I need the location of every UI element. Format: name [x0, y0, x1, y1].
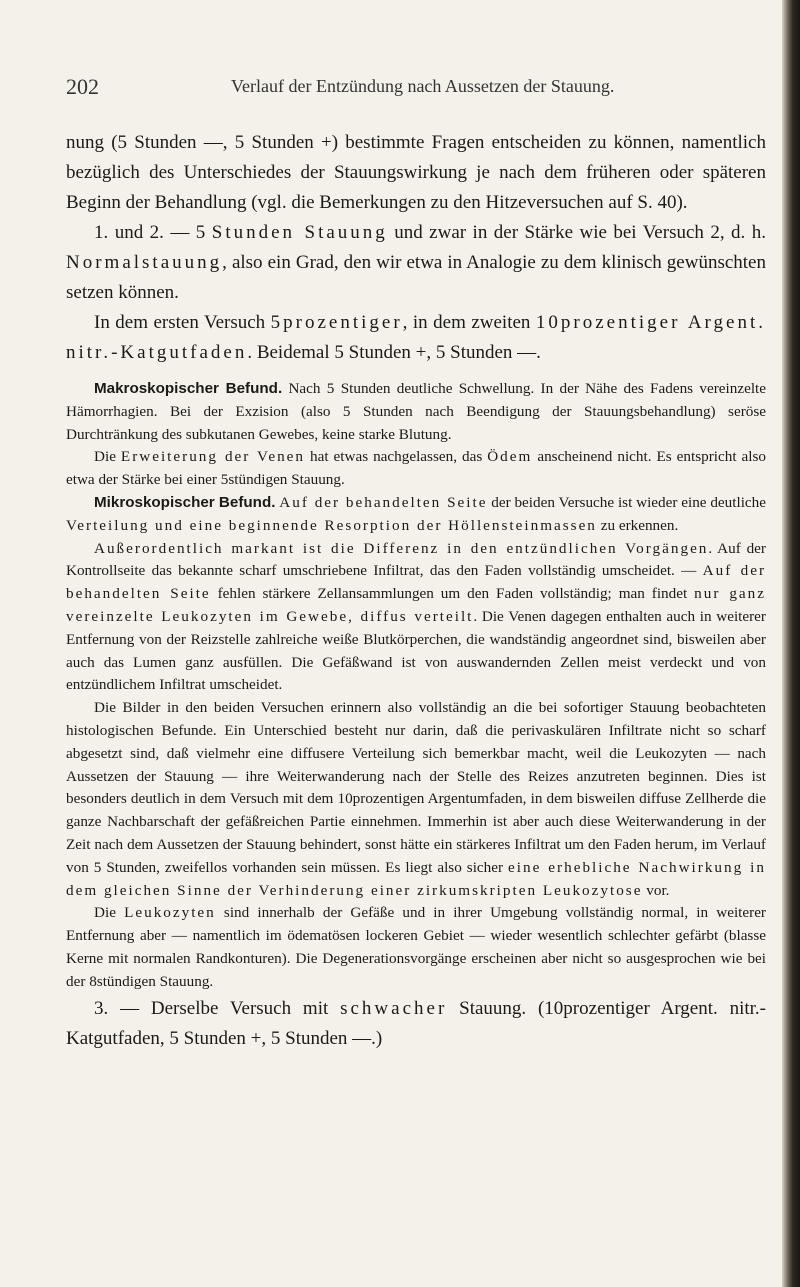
running-title: Verlauf der Entzündung nach Aussetzen der Stauung. [231, 76, 615, 96]
paragraph-experiment-1-2: 1. und 2. — 5 Stunden Stauung und zwar in der Stärke wie bei Versuch 2, d. h. Normalstauung, also ein Grad, den wir etwa in Analogie zu dem klinisch gewünschten setzen können. [66, 222, 767, 303]
paragraph-comparison: Die Bilder in den beiden Versuchen erinnern also vollständig an die bei sofortiger Stauung beobachteten histologischen Befunde. Ein Unterschied besteht nur darin, daß die perivaskulären Infiltrate nicht so scharf abgesetzt sind, daß vielmehr eine diffusere Verteilung sich bemerkbar macht, weil die Leukozyten — nach Aussetzen der Stauung — ihre Weiterwanderung nach der Stelle des Reizes anzutreten beginnen. Dies ist besonders deutlich in dem Versuch mit dem 10prozentigen Argentumfaden, in dem bisweilen diffuse Zellherde die ganze Nachbarschaft der gefäßreichen Partie einnehmen. Immerhin ist aber auch diese Weiterwanderung in der Zeit nach dem Aussetzen der Stauung behindert, sonst hätte ein stärkeres Infiltrat um den Faden herum, im Verlauf von 5 Stunden, zweifellos vorhanden sein müssen. Es liegt also sicher eine erhebliche Nachwirkung in dem gleichen Sinne der Verhinderung einer zirkumskripten Leukozytose vor. [66, 699, 766, 899]
spaced-emphasis: Außerordentlich markant ist die Differenz in den entzündlichen Vorgängen [94, 539, 709, 557]
spaced-emphasis: Leukozyten [124, 904, 216, 922]
spaced-emphasis: schwacher [340, 997, 448, 1019]
spaced-emphasis: Verteilung und eine beginnende Resorption der Höllensteinmassen [66, 516, 597, 534]
page-number: 202 [66, 74, 99, 99]
section-label-macroscopic: Makroskopischer Befund. [94, 380, 283, 397]
spaced-emphasis: Auf der behandelten Seite [279, 493, 488, 511]
paragraph-thread-concentration: In dem ersten Versuch 5prozentiger, in dem zweiten 10prozentiger Argent. nitr.-Katgutfaden. Beidemal 5 Stunden +, 5 Stunden —. [66, 312, 766, 363]
spaced-emphasis: Normalstauung [66, 252, 223, 273]
spaced-emphasis: eine erhebliche Nachwirkung in dem gleichen Sinne der Verhinderung einer zirkumskripten Leukozytose [66, 858, 766, 899]
paragraph-macroscopic-finding: Makroskopischer Befund. Nach 5 Stunden deutliche Schwellung. In der Nähe des Fadens vereinzelte Hämorrhagien. Bei der Exzision (also 5 Stunden nach Beendigung der Stauungsbehandlung) seröse Durchtränkung des subkutanen Gewebes, keine starke Blutung. [66, 380, 766, 443]
page-edge-shadow [782, 0, 800, 1287]
spaced-emphasis: 5prozentiger [270, 312, 403, 333]
page-header [66, 74, 766, 104]
section-label-microscopic: Mikroskopischer Befund. [94, 493, 276, 511]
paragraph-microscopic-finding: Mikroskopischer Befund. Auf der behandelten Seite der beiden Versuche ist wieder eine deutliche Verteilung und eine beginnende Resorption der Höllensteinmassen zu erkennen. [66, 493, 766, 534]
paragraph-continuation: nung (5 Stunden —, 5 Stunden +) bestimmte Fragen entscheiden zu können, namentlich bezüglich des Unterschiedes der Stauungswirkung je nach dem früheren oder späteren Beginn der Behandlung (vgl. die Bemerkungen zu den Hitzeversuchen auf S. 40). [66, 132, 766, 213]
spaced-emphasis: nur ganz vereinzelte Leukozyten im Gewebe, diffus verteilt [66, 585, 766, 625]
spaced-emphasis: Ödem [487, 448, 533, 466]
paragraph-veins: Die Erweiterung der Venen hat etwas nachgelassen, das Ödem anscheinend nicht. Es entspricht also etwa der Stärke bei einer 5stündigen Stauung. [66, 448, 767, 489]
spaced-emphasis: Stunden Stauung [211, 222, 388, 243]
paragraph-inflammation-difference: Außerordentlich markant ist die Differenz in den entzündlichen Vorgängen. Auf der Kontrollseite das bekannte scharf umschriebene Infiltrat, das den Faden vollständig umscheidet. — Auf der behandelten Seite fehlen stärkere Zellansammlungen um den Faden vollständig; man findet nur ganz vereinzelte Leukozyten im Gewebe, diffus verteilt. Die Venen dagegen enthalten auch in weiterer Entfernung von der Reizstelle zahlreiche weiße Blutkörperchen, die wandständig angeordnet sind, bisweilen aber auch das Lumen ganz ausfüllen. Die Gefäßwand ist von auswandernden Zellen meist verdeckt und von entzündlichem Infiltrat umscheidet. [66, 539, 766, 694]
page-body [66, 128, 766, 1054]
paragraph-experiment-3: 3. — Derselbe Versuch mit schwacher Stauung. (10prozentiger Argent. nitr.-Katgutfaden, 5 Stunden +, 5 Stunden —.) [66, 997, 767, 1049]
spaced-emphasis: Auf der behandelten Seite [66, 562, 766, 603]
paragraph-leukocytes: Die Leukozyten sind innerhalb der Gefäße und in ihrer Umgebung vollständig normal, in weiterer Entfernung aber — namentlich im ödematösen lockeren Gebiet — wieder wesentlich schlechter gefärbt (blasse Kerne mit normalen Randkonturen). Die Degenerationsvorgänge erscheinen aber nicht so ausgesprochen wie bei der 8stündigen Stauung. [66, 904, 766, 990]
spaced-emphasis: 10prozentiger Argent. nitr.-Katgutfaden [66, 312, 766, 363]
spaced-emphasis: Erweiterung der Venen [120, 448, 306, 466]
